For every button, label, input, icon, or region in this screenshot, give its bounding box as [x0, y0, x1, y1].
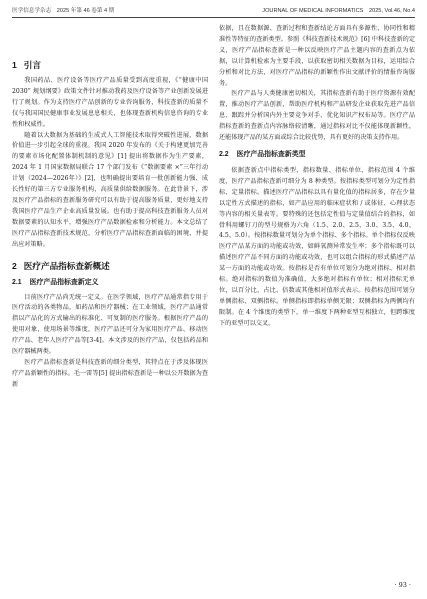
journal-name-cn: 医学信息学杂志 2025 年第 46 卷第 4 期: [12, 8, 115, 14]
running-header: [12, 3, 415, 17]
section-2-number: 2: [12, 260, 17, 271]
subsection-2-2-number: 2.2: [219, 150, 229, 158]
section-1-number: 1: [12, 60, 17, 70]
section-2-heading: [12, 259, 208, 273]
definition-paragraph-1: 目前医疗产品尚无统一定义。在医学领域，医疗产品通常指专用于医疗活动的各类物品，如药品和医疗器械；在工业领域，医疗产品通常指以产品化的方式输出的标准化、可复制的医疗服务。根据医疗产品的使用对象，使用场景等维度，医疗产品还可分为家用医疗产品、移动医疗产品、老年人医疗产品等[3-4]。本文涉及的医疗产品，仅包括药品和医疗器械两类。: [12, 293, 208, 356]
subsection-2-1-heading: [12, 277, 208, 289]
section-1-title: 引言: [23, 60, 41, 70]
significance-paragraph: 医疗产品与人类健康密切相关，其指标查新有助于医疗资源有效配置，推动医疗产品创新，帮助医疗机构和产品研发企业获取先进产品信息、跟踪并分析国内外主要竞争对手、优化知识产权布局等。医疗产品指标查新的查新点内容脉络较清晰，通过指标对比不仅能体现新颖性，还能体现产品的某方面或综合比较优势，具有更好的决策支持作用。: [219, 90, 415, 142]
section-2-title: 医疗产品指标查新概述: [23, 260, 110, 271]
right-column: [219, 24, 415, 330]
subsection-2-1-number: 2.1: [12, 278, 22, 286]
types-paragraph: 依据查新点中指标类型、指标数量、指标单位、指标范围 4 个维度，医疗产品指标查新可细分为 8 种类型。按指标类型可划分为定性指标、定量指标。描述医疗产品指标以具有量化值的指标居多，存在少量以定性方式描述的指标，如产品应用的临床症状和 / 或体征、心理状态等内容的相关量表等。要特殊的还包括定性值与定量值结合的指标，如骨科用螺钉刀的型号规格为六角（1.5、2.0、2.5、3.0、3.5、4.0、4.5、5.0）。按指标数量可划分为单个指标、多个指标。单个指标仅反映医疗产品某方面的功能或功效，如鲜氧测异常发生率；多个指标既可以描述医疗产品不同方面的功能或功效，也可以组合指标的形式描述产品某一方面的功能或功效。按指标是否有单位可划分为绝对指标、相对指标。绝对指标的数值为准确值，大多绝对指标有单位；相对指标无单位，以百分比、占比、倍数或其他相对值形式表示。按指标范围可划分单侧指标、双侧指标。单侧指标即指标单侧无限；双侧指标为两侧均有限制。在 4 个维度的类型下，单一维度下两种亚型互相独立，但跨维度下的亚型可以交叉。: [219, 166, 415, 327]
subsection-2-2-title: 医疗产品指标查新类型: [236, 150, 306, 158]
definition-paragraph-2: 医疗产品指标查新是科技查新的细分类型，其特点在于涉及体现医疗产品新颖性的指标。毛一雷等[5] 提出指标查新是一种以公开数据为查新: [12, 358, 208, 388]
intro-paragraph-2: 随着以大数据为基础的生成式人工智能技术取得突破性进展，数据价值进一步引起全球的重视。我国 2020 年发布的《关于构建更加完善的要素市场化配置体制机制的意见》[1] 提出将数据作为生产要素，2024 年 1 月国家数据局联合 17 个部门发布《“数据要素 ×”三年行动计划（2024—2026年）》[2]，也明确提出要培育一批创新能力强、成长性好的第三方专业服务机构，高质量供给数据服务。在此背景下，涉及医疗产品指标的查新服务研究可以有助于提高服务质量，更好地支持我国医疗产品生产企业高质量发展。也有助于提高科技查新服务人员对数据要素的认知水平，增强医疗产品数据检索和分析能力。本文总结了医疗产品指标查新技术规范，分析医疗产品指标查新面临的困境，并提出应对策略。: [12, 131, 208, 248]
header-divider: [12, 17, 415, 18]
intro-paragraph-1: 我国药品、医疗设备等医疗产品质量受到高度重视，《“健康中国 2030” 规划纲要》政策文件针对推动我药及医疗设备等产业创新发展进行了规划。作为支持医疗产品创新的专业咨询服务，科技查新的质量不仅与我国国民健康事业发展息息相关，也体现查新机构信息咨询的专业性和权威性。: [12, 77, 208, 128]
section-1-heading: [12, 58, 208, 72]
page-number: · 93 ·: [394, 581, 411, 589]
subsection-2-2-heading: [219, 149, 415, 161]
definition-continuation: 依据，且在数据源、查新过程和查新结论方面具有多源性、协同性和精准性等特征的查新类型。参照《科技查新技术规范》[6] 中科技查新的定义，医疗产品指标查新是一种以反映医疗产品主题内容的查新点为依据，以计算机检索为主要手段，以获取密切相关数据为目标，运用综合分析和对比方法，对医疗产品指标的新颖性作出文献评价的情报咨询服务。: [219, 25, 415, 87]
subsection-2-1-title: 医疗产品指标查新定义: [29, 278, 99, 286]
left-column: [12, 24, 208, 391]
journal-name-en: JOURNAL OF MEDICAL INFORMATICS 2025, Vol.46, No.4: [262, 8, 415, 14]
